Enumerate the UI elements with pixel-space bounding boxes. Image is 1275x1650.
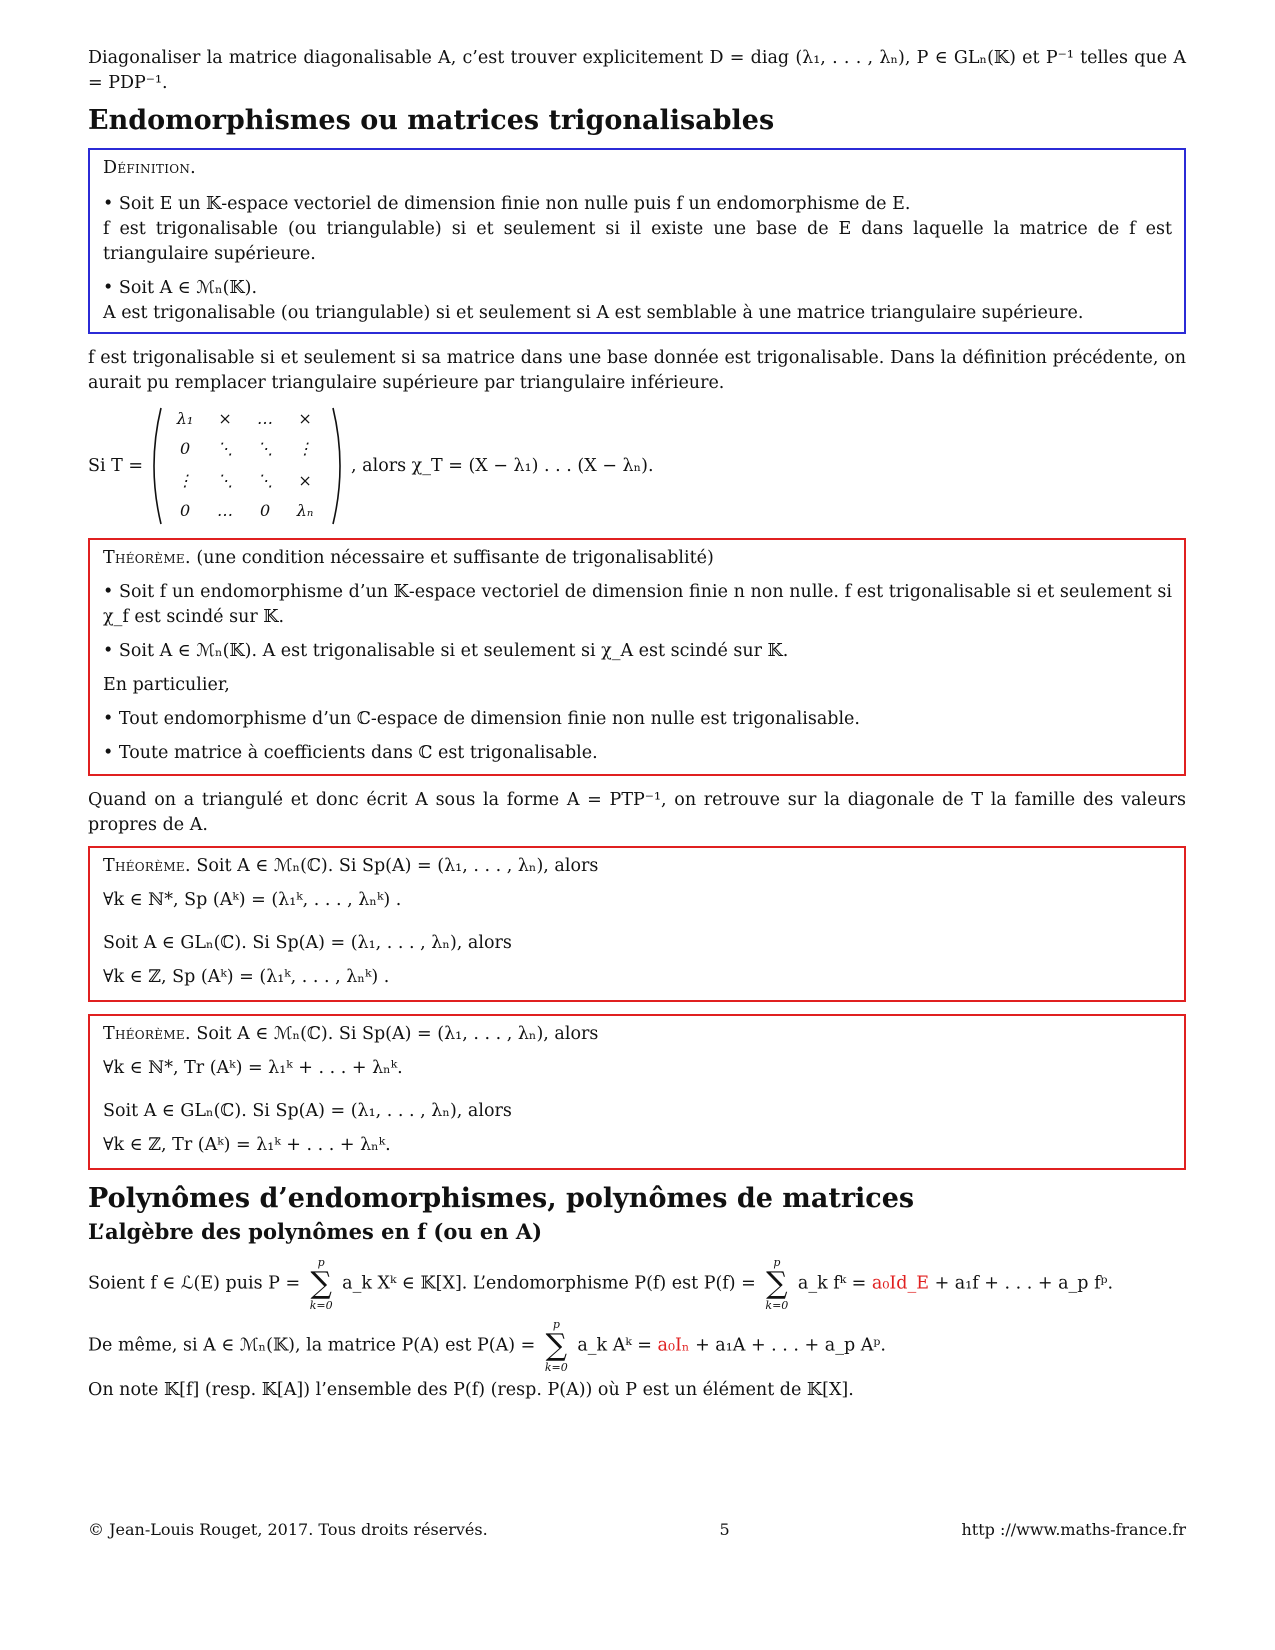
theorem-line: Soit A ∈ ℳₙ(ℂ). Si Sp(A) = (λ₁, . . . , λₙ), alors <box>190 856 599 876</box>
theorem-heading: Théorème. <box>103 856 191 876</box>
theorem-formula: ∀k ∈ ℕ*, Sp (Aᵏ) = (λ₁ᵏ, . . . , λₙᵏ) . <box>103 890 402 910</box>
matrix-cell: ⋱ <box>257 471 274 490</box>
summation-sign: p ∑ k=0 <box>544 1318 568 1374</box>
matrix-cell: ⋱ <box>257 439 274 458</box>
theorem-line: Soit A ∈ ℳₙ(ℂ). Si Sp(A) = (λ₁, . . . , λₙ), alors <box>190 1024 599 1044</box>
theorem-line: Soit A ∈ GLₙ(ℂ). Si Sp(A) = (λ₁, . . . , λₙ), alors <box>103 1101 512 1121</box>
matrix-statement <box>88 404 1186 528</box>
footer-page-number: 5 <box>719 1520 730 1539</box>
section-title-polynomes: Polynômes d’endomorphismes, polynômes de matrices <box>88 1183 915 1214</box>
summation-sign: p ∑ k=0 <box>765 1256 789 1312</box>
text-fragment: a_k Xᵏ ∈ 𝕂[X]. L’endomorphisme P(f) est P(f) = <box>342 1273 756 1294</box>
text-fragment: Soient f ∈ ℒ(E) puis P = <box>88 1273 301 1294</box>
matrix-cell: 0 <box>179 501 191 520</box>
definition-bullet-2-line-1: • Soit A ∈ ℳₙ(𝕂). <box>103 278 258 298</box>
footer-copyright: © Jean-Louis Rouget, 2017. Tous droits réservés. <box>88 1520 488 1539</box>
theorem-heading-note: (une condition nécessaire et suffisante de trigonalisablité) <box>190 548 714 568</box>
definition-heading: Définition. <box>103 158 197 178</box>
definition-bullet-1-line-2: f est trigonalisable (ou triangulable) si et seulement si il existe une base de E dans laquelle la matrice de f est triangulaire supérieure. <box>103 219 1172 264</box>
polynomial-matrix-paragraph <box>88 1318 1186 1374</box>
theorem-box-trigonalisation <box>88 538 1186 776</box>
matrix-cell: × <box>218 409 232 428</box>
after-theorem-paragraph: Quand on a triangulé et donc écrit A sous la forme A = PTP⁻¹, on retrouve sur la diagonale de T la famille des valeurs propres de A. <box>88 790 1186 835</box>
theorem-bullet: • Toute matrice à coefficients dans ℂ est trigonalisable. <box>103 743 598 763</box>
matrix-cell: × <box>298 471 312 490</box>
footer-url[interactable]: http ://www.maths-france.fr <box>961 1520 1186 1539</box>
text-fragment: + a₁A + . . . + a_p Aᵖ. <box>695 1335 886 1356</box>
definition-bullet-1-line-1: • Soit E un 𝕂-espace vectoriel de dimension finie non nulle puis f un endomorphisme de E. <box>103 194 911 214</box>
theorem-formula: ∀k ∈ ℤ, Tr (Aᵏ) = λ₁ᵏ + . . . + λₙᵏ. <box>103 1135 391 1155</box>
highlighted-term: a₀Id_E <box>871 1273 929 1294</box>
theorem-bullet: • Tout endomorphisme d’un ℂ-espace de dimension finie non nulle est trigonalisable. <box>103 709 860 729</box>
theorem-heading: Théorème. <box>103 1024 191 1044</box>
theorem-formula: ∀k ∈ ℕ*, Tr (Aᵏ) = λ₁ᵏ + . . . + λₙᵏ. <box>103 1058 403 1078</box>
theorem-box-trace <box>88 1014 1186 1170</box>
theorem-particular: En particulier, <box>103 675 230 695</box>
matrix-cell: … <box>257 409 274 428</box>
text-fragment: a_k Aᵏ = <box>577 1335 652 1356</box>
theorem-bullet: • Soit f un endomorphisme d’un 𝕂-espace vectoriel de dimension finie n non nulle. f est trigonalisable si et seulement si χ_f est scindé sur 𝕂. <box>103 582 1172 627</box>
notation-paragraph: On note 𝕂[f] (resp. 𝕂[A]) l’ensemble des P(f) (resp. P(A)) où P est un élément de 𝕂[X]. <box>88 1380 854 1400</box>
section-title-trigonalisables: Endomorphismes ou matrices trigonalisables <box>88 105 775 136</box>
matrix-cell: ⋮ <box>177 471 194 490</box>
subsection-title-algebre: L’algèbre des polynômes en f (ou en A) <box>88 1219 543 1244</box>
page-footer <box>88 1517 1186 1542</box>
polynomial-endomorphism-paragraph <box>88 1256 1186 1312</box>
after-definition-paragraph: f est trigonalisable si et seulement si sa matrice dans une base donnée est trigonalisable. Dans la définition précédente, on aurait pu remplacer triangulaire supérieure par triangulaire inférieure. <box>88 348 1186 393</box>
sum-lower-bound: k=0 <box>765 1299 789 1312</box>
sum-lower-bound: k=0 <box>309 1299 333 1312</box>
matrix-cell: ⋱ <box>217 439 234 458</box>
theorem-heading: Théorème. <box>103 548 191 568</box>
theorem-formula: ∀k ∈ ℤ, Sp (Aᵏ) = (λ₁ᵏ, . . . , λₙᵏ) . <box>103 967 390 987</box>
sum-upper-bound: p <box>773 1256 781 1269</box>
sum-upper-bound: p <box>552 1318 560 1331</box>
highlighted-term: a₀Iₙ <box>657 1335 690 1356</box>
theorem-box-spectrum <box>88 846 1186 1002</box>
matrix-cell: 0 <box>179 439 191 458</box>
matrix-cell: λ₁ <box>176 409 194 428</box>
matrix-prefix: Si T = <box>88 455 144 476</box>
intro-paragraph: Diagonaliser la matrice diagonalisable A, c’est trouver explicitement D = diag (λ₁, . . . , λₙ), P ∈ GLₙ(𝕂) et P⁻¹ telles que A = PDP⁻¹. <box>88 48 1186 93</box>
sum-upper-bound: p <box>317 1256 325 1269</box>
upper-triangular-matrix <box>147 404 347 528</box>
page-content <box>88 46 1186 1411</box>
sum-lower-bound: k=0 <box>544 1361 568 1374</box>
matrix-cell: ⋮ <box>297 439 314 458</box>
matrix-cell: … <box>217 501 234 520</box>
theorem-line: Soit A ∈ GLₙ(ℂ). Si Sp(A) = (λ₁, . . . , λₙ), alors <box>103 933 512 953</box>
matrix-suffix: , alors χ_T = (X − λ₁) . . . (X − λₙ). <box>351 455 654 476</box>
definition-bullet-2-line-2: A est trigonalisable (ou triangulable) si et seulement si A est semblable à une matrice triangulaire supérieure. <box>103 303 1084 323</box>
text-fragment: + a₁f + . . . + a_p fᵖ. <box>934 1273 1114 1294</box>
text-fragment: De même, si A ∈ ℳₙ(𝕂), la matrice P(A) est P(A) = <box>88 1335 536 1356</box>
matrix-cell: 0 <box>259 501 271 520</box>
definition-box <box>88 148 1186 334</box>
matrix-cell: λₙ <box>296 501 314 520</box>
theorem-bullet: • Soit A ∈ ℳₙ(𝕂). A est trigonalisable si et seulement si χ_A est scindé sur 𝕂. <box>103 641 789 661</box>
summation-sign: p ∑ k=0 <box>309 1256 333 1312</box>
matrix-cell: × <box>298 409 312 428</box>
text-fragment: a_k fᵏ = <box>797 1273 867 1294</box>
matrix-cell: ⋱ <box>217 471 234 490</box>
